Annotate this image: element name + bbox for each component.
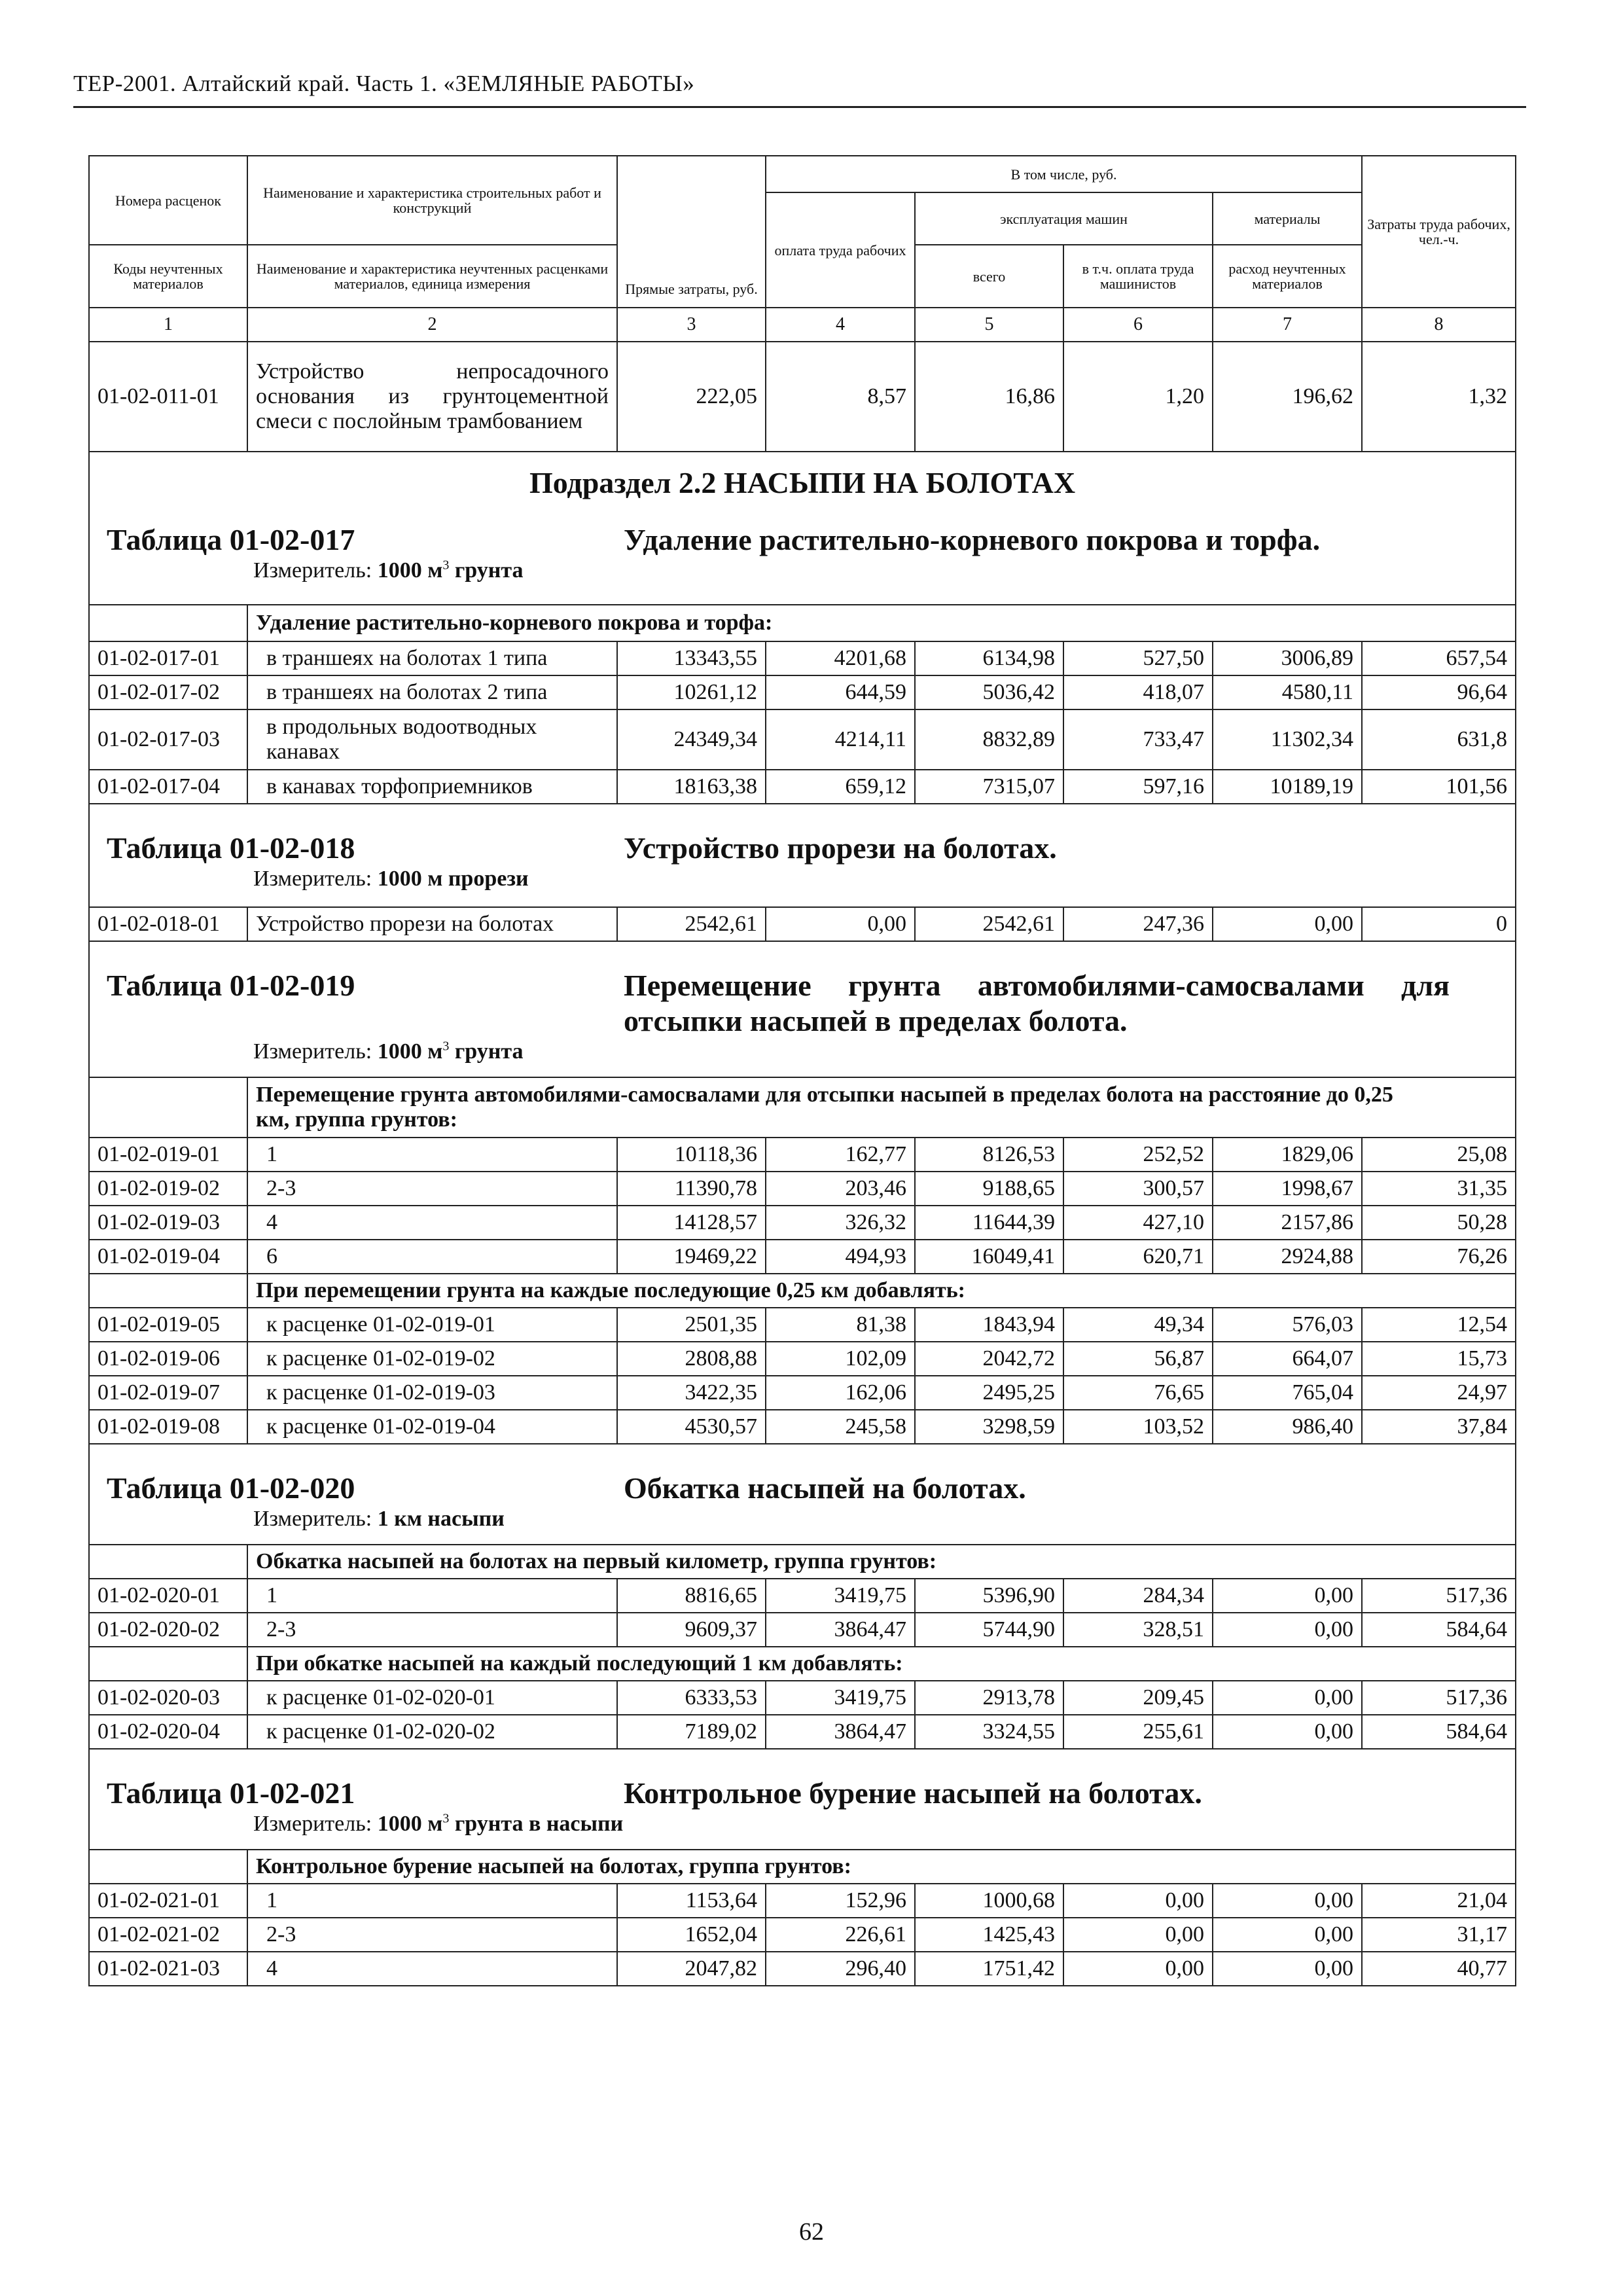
rate-value: 2542,61 (915, 907, 1063, 941)
table-row (89, 1579, 1516, 1613)
rate-value: 245,58 (766, 1410, 915, 1444)
subheader-row (89, 1850, 1516, 1884)
rate-name: 2-3 (247, 1613, 617, 1647)
rate-value: 300,57 (1063, 1172, 1213, 1206)
col-header-code2: Коды неучтенных материалов (89, 245, 247, 308)
table-number: Таблица 01-02-018 (107, 831, 355, 865)
col-index: 8 (1362, 308, 1516, 342)
measure-label: Измеритель: (253, 1812, 372, 1836)
rate-value: 0,00 (1213, 1715, 1362, 1749)
rate-code: 01-02-020-04 (89, 1715, 247, 1749)
rate-value: 0 (1362, 907, 1516, 941)
rate-code: 01-02-019-01 (89, 1138, 247, 1172)
rate-value: 418,07 (1063, 675, 1213, 709)
subheader: При перемещении грунта на каждые последующие 0,25 км добавлять: (247, 1274, 1516, 1308)
measure-line (90, 866, 1515, 895)
rate-value: 15,73 (1362, 1342, 1516, 1376)
rate-value: 2913,78 (915, 1681, 1063, 1715)
subheader: При обкатке насыпей на каждый последующий 1 км добавлять: (247, 1647, 1516, 1681)
rate-name: 2-3 (247, 1172, 617, 1206)
rate-name: Устройство непросадочного основания из грунтоцементной смеси с послойным трамбованием (247, 342, 617, 452)
measure-superscript: 3 (442, 1039, 450, 1054)
col-header-name2: Наименование и характеристика неучтенных расценками материалов, единица измерения (247, 245, 617, 308)
rate-name: 2-3 (247, 1918, 617, 1952)
rate-code: 01-02-017-02 (89, 675, 247, 709)
rate-code: 01-02-021-02 (89, 1918, 247, 1952)
rate-value: 8832,89 (915, 709, 1063, 770)
rate-value: 0,00 (1213, 1918, 1362, 1952)
rate-value: 11644,39 (915, 1206, 1063, 1240)
table-number: Таблица 01-02-021 (107, 1776, 355, 1810)
rate-value: 3864,47 (766, 1715, 915, 1749)
rate-value: 6333,53 (617, 1681, 766, 1715)
rate-value: 37,84 (1362, 1410, 1516, 1444)
rate-value: 247,36 (1063, 907, 1213, 941)
measure-superscript: 3 (442, 558, 450, 573)
header-row-1 (89, 156, 1516, 192)
rate-value: 0,00 (1063, 1884, 1213, 1918)
measure-value: 1 км насыпи (377, 1507, 505, 1531)
table-row (89, 1172, 1516, 1206)
rate-name: к расценке 01-02-019-02 (247, 1342, 617, 1376)
table-heading-row (89, 1444, 1516, 1545)
rate-name: к расценке 01-02-019-03 (247, 1376, 617, 1410)
measure-label: Измеритель: (253, 867, 372, 891)
table-number: Таблица 01-02-017 (107, 523, 355, 556)
rate-value: 40,77 (1362, 1952, 1516, 1986)
table-row (89, 1206, 1516, 1240)
table-heading-row (89, 1749, 1516, 1850)
col-header-name: Наименование и характеристика строительных работ и конструкций (247, 156, 617, 245)
rate-value: 1153,64 (617, 1884, 766, 1918)
rate-value: 1000,68 (915, 1884, 1063, 1918)
rate-value: 4530,57 (617, 1410, 766, 1444)
rate-value: 11302,34 (1213, 709, 1362, 770)
rate-code: 01-02-018-01 (89, 907, 247, 941)
rate-value: 81,38 (766, 1308, 915, 1342)
page-header: ТЕР-2001. Алтайский край. Часть 1. «ЗЕМЛЯНЫЕ РАБОТЫ» (73, 71, 695, 96)
table-row (89, 675, 1516, 709)
rate-code: 01-02-021-01 (89, 1884, 247, 1918)
rate-value: 50,28 (1362, 1206, 1516, 1240)
rate-value: 31,35 (1362, 1172, 1516, 1206)
rate-value: 10118,36 (617, 1138, 766, 1172)
table-title: Контрольное бурение насыпей на болотах. (624, 1776, 1202, 1810)
rate-name: 4 (247, 1952, 617, 1986)
rate-value: 2495,25 (915, 1376, 1063, 1410)
col-index: 4 (766, 308, 915, 342)
rate-value: 96,64 (1362, 675, 1516, 709)
rate-value: 24,97 (1362, 1376, 1516, 1410)
table-row (89, 1613, 1516, 1647)
rate-value: 1829,06 (1213, 1138, 1362, 1172)
subheader: Перемещение грунта автомобилями-самосвалами для отсыпки насыпей в пределах болота на расстояние до 0,25 км, группа грунтов: (247, 1077, 1516, 1138)
subheader-row (89, 1545, 1516, 1579)
rate-value: 296,40 (766, 1952, 915, 1986)
rate-code: 01-02-019-02 (89, 1172, 247, 1206)
rate-value: 597,16 (1063, 770, 1213, 804)
rate-value: 0,00 (1213, 1613, 1362, 1647)
subheader: Контрольное бурение насыпей на болотах, группа грунтов: (247, 1850, 1516, 1884)
rate-value: 631,8 (1362, 709, 1516, 770)
rate-value: 222,05 (617, 342, 766, 452)
rate-value: 9188,65 (915, 1172, 1063, 1206)
rate-value: 0,00 (1213, 1681, 1362, 1715)
rate-value: 0,00 (1213, 1884, 1362, 1918)
table-title: Удаление растительно-корневого покрова и торфа. (624, 523, 1321, 556)
rate-value: 255,61 (1063, 1715, 1213, 1749)
measure-line (90, 558, 1515, 586)
rate-value: 5396,90 (915, 1579, 1063, 1613)
col-header-direct: Прямые затраты, руб. (617, 156, 766, 308)
rate-value: 0,00 (1213, 1952, 1362, 1986)
section-row (89, 452, 1516, 605)
measure-value: 1000 м (377, 1812, 443, 1836)
rate-value: 3006,89 (1213, 641, 1362, 675)
rate-value: 1998,67 (1213, 1172, 1362, 1206)
table-row (89, 1308, 1516, 1342)
measure-label: Измеритель: (253, 1039, 372, 1064)
measure-line (90, 1039, 1515, 1067)
col-header-machines: эксплуатация машин (915, 192, 1213, 245)
rate-name: в продольных водоотводных канавах (247, 709, 617, 770)
table-heading-row (89, 941, 1516, 1077)
rate-value: 14128,57 (617, 1206, 766, 1240)
rate-value: 49,34 (1063, 1308, 1213, 1342)
rate-value: 659,12 (766, 770, 915, 804)
rate-value: 620,71 (1063, 1240, 1213, 1274)
rate-value: 0,00 (1063, 1918, 1213, 1952)
col-header-including: В том числе, руб. (766, 156, 1362, 192)
rate-value: 10189,19 (1213, 770, 1362, 804)
measure-line (90, 1506, 1515, 1535)
col-header-machinist-pay: в т.ч. оплата труда машинистов (1063, 245, 1213, 308)
rate-value: 203,46 (766, 1172, 915, 1206)
rate-value: 11390,78 (617, 1172, 766, 1206)
col-index: 6 (1063, 308, 1213, 342)
rate-value: 7315,07 (915, 770, 1063, 804)
rate-name: 1 (247, 1138, 617, 1172)
rate-value: 31,17 (1362, 1918, 1516, 1952)
rate-value: 101,56 (1362, 770, 1516, 804)
rate-value: 16049,41 (915, 1240, 1063, 1274)
rate-value: 2501,35 (617, 1308, 766, 1342)
rate-value: 209,45 (1063, 1681, 1213, 1715)
table-title: Обкатка насыпей на болотах. (624, 1471, 1026, 1505)
rate-value: 3864,47 (766, 1613, 915, 1647)
col-header-total: всего (915, 245, 1063, 308)
table-number: Таблица 01-02-020 (107, 1471, 355, 1505)
table-row (89, 1884, 1516, 1918)
rate-name: к расценке 01-02-020-01 (247, 1681, 617, 1715)
rate-value: 3422,35 (617, 1376, 766, 1410)
rate-code: 01-02-019-05 (89, 1308, 247, 1342)
rate-name: в канавах торфоприемников (247, 770, 617, 804)
table-row (89, 1138, 1516, 1172)
rate-value: 226,61 (766, 1918, 915, 1952)
rate-name: 1 (247, 1884, 617, 1918)
table-row (89, 907, 1516, 941)
rate-value: 328,51 (1063, 1613, 1213, 1647)
index-row (89, 308, 1516, 342)
rate-value: 733,47 (1063, 709, 1213, 770)
rate-value: 2542,61 (617, 907, 766, 941)
col-index: 7 (1213, 308, 1362, 342)
measure-value: 1000 м прорези (377, 867, 529, 891)
rate-value: 12,54 (1362, 1308, 1516, 1342)
rate-value: 19469,22 (617, 1240, 766, 1274)
rate-value: 644,59 (766, 675, 915, 709)
table-row (89, 1952, 1516, 1986)
measure-value: 1000 м (377, 1039, 443, 1064)
rate-value: 576,03 (1213, 1308, 1362, 1342)
rate-name: к расценке 01-02-019-04 (247, 1410, 617, 1444)
rate-name: к расценке 01-02-019-01 (247, 1308, 617, 1342)
subheader-row (89, 1647, 1516, 1681)
rate-code: 01-02-019-03 (89, 1206, 247, 1240)
rate-value: 6134,98 (915, 641, 1063, 675)
table-row (89, 641, 1516, 675)
rate-value: 1,32 (1362, 342, 1516, 452)
rate-value: 56,87 (1063, 1342, 1213, 1376)
rate-code: 01-02-019-04 (89, 1240, 247, 1274)
table-row (89, 1410, 1516, 1444)
rate-value: 517,36 (1362, 1579, 1516, 1613)
rate-value: 21,04 (1362, 1884, 1516, 1918)
measure-value: 1000 м (377, 558, 443, 583)
rate-code: 01-02-017-01 (89, 641, 247, 675)
rate-value: 1843,94 (915, 1308, 1063, 1342)
rate-value: 102,09 (766, 1342, 915, 1376)
rate-name: Устройство прорези на болотах (247, 907, 617, 941)
rate-code: 01-02-020-02 (89, 1613, 247, 1647)
rates-table (88, 155, 1516, 1986)
rate-value: 162,77 (766, 1138, 915, 1172)
rate-value: 765,04 (1213, 1376, 1362, 1410)
table-row (89, 1715, 1516, 1749)
rate-value: 517,36 (1362, 1681, 1516, 1715)
rate-value: 494,93 (766, 1240, 915, 1274)
table-row (89, 1376, 1516, 1410)
rate-value: 1751,42 (915, 1952, 1063, 1986)
rate-value: 664,07 (1213, 1342, 1362, 1376)
col-index: 5 (915, 308, 1063, 342)
rate-value: 1652,04 (617, 1918, 766, 1952)
rate-value: 427,10 (1063, 1206, 1213, 1240)
subheader-row (89, 605, 1516, 641)
table-title: Перемещение грунта автомобилями-самосвалами для отсыпки насыпей в пределах болота. (624, 969, 1450, 1037)
rate-value: 196,62 (1213, 342, 1362, 452)
rate-code: 01-02-017-04 (89, 770, 247, 804)
rate-value: 0,00 (766, 907, 915, 941)
rate-value: 2157,86 (1213, 1206, 1362, 1240)
rate-value: 4214,11 (766, 709, 915, 770)
rate-value: 3419,75 (766, 1579, 915, 1613)
rate-value: 152,96 (766, 1884, 915, 1918)
col-header-labor-pay: оплата труда рабочих (766, 192, 915, 308)
table-number: Таблица 01-02-019 (107, 969, 355, 1002)
rate-value: 4580,11 (1213, 675, 1362, 709)
measure-tail: грунта в насыпи (454, 1812, 624, 1836)
rate-value: 527,50 (1063, 641, 1213, 675)
table-row (89, 1681, 1516, 1715)
rate-code: 01-02-019-06 (89, 1342, 247, 1376)
rate-value: 76,26 (1362, 1240, 1516, 1274)
table-row (89, 342, 1516, 452)
rate-value: 284,34 (1063, 1579, 1213, 1613)
table-row (89, 770, 1516, 804)
measure-label: Измеритель: (253, 1507, 372, 1531)
rate-value: 986,40 (1213, 1410, 1362, 1444)
rate-value: 0,00 (1213, 1579, 1362, 1613)
subheader: Обкатка насыпей на болотах на первый километр, группа грунтов: (247, 1545, 1516, 1579)
rate-value: 2808,88 (617, 1342, 766, 1376)
rate-value: 7189,02 (617, 1715, 766, 1749)
rate-value: 18163,38 (617, 770, 766, 804)
rate-value: 2042,72 (915, 1342, 1063, 1376)
table-heading-row (89, 804, 1516, 907)
subheader-row (89, 1077, 1516, 1138)
subheader: Удаление растительно-корневого покрова и торфа: (247, 605, 1516, 641)
table-row (89, 1918, 1516, 1952)
rate-name: 1 (247, 1579, 617, 1613)
rate-value: 2047,82 (617, 1952, 766, 1986)
table-row (89, 709, 1516, 770)
rate-code: 01-02-021-03 (89, 1952, 247, 1986)
rate-value: 13343,55 (617, 641, 766, 675)
col-index: 3 (617, 308, 766, 342)
rate-value: 8,57 (766, 342, 915, 452)
rate-value: 9609,37 (617, 1613, 766, 1647)
measure-label: Измеритель: (253, 558, 372, 583)
measure-line (90, 1811, 1515, 1840)
rate-value: 2924,88 (1213, 1240, 1362, 1274)
col-index: 2 (247, 308, 617, 342)
rate-value: 16,86 (915, 342, 1063, 452)
table-row (89, 1240, 1516, 1274)
table-title: Устройство прорези на болотах. (624, 831, 1057, 865)
measure-superscript: 3 (442, 1811, 450, 1826)
rate-value: 584,64 (1362, 1715, 1516, 1749)
rate-value: 5036,42 (915, 675, 1063, 709)
measure-tail: грунта (454, 558, 524, 583)
rate-value: 8126,53 (915, 1138, 1063, 1172)
rate-code: 01-02-019-08 (89, 1410, 247, 1444)
section-title: Подраздел 2.2 НАСЫПИ НА БОЛОТАХ (529, 466, 1076, 499)
rate-value: 8816,65 (617, 1579, 766, 1613)
rate-value: 0,00 (1063, 1952, 1213, 1986)
rate-value: 657,54 (1362, 641, 1516, 675)
rate-name: в траншеях на болотах 1 типа (247, 641, 617, 675)
rate-value: 252,52 (1063, 1138, 1213, 1172)
measure-tail: грунта (454, 1039, 524, 1064)
rate-value: 3419,75 (766, 1681, 915, 1715)
col-header-materials: материалы (1213, 192, 1362, 245)
subheader-row (89, 1274, 1516, 1308)
rate-name: 6 (247, 1240, 617, 1274)
rate-name: к расценке 01-02-020-02 (247, 1715, 617, 1749)
rate-value: 1,20 (1063, 342, 1213, 452)
col-header-code: Номера расценок (89, 156, 247, 245)
rate-value: 3324,55 (915, 1715, 1063, 1749)
page-number: 62 (799, 2218, 824, 2246)
rate-name: в траншеях на болотах 2 типа (247, 675, 617, 709)
rate-value: 5744,90 (915, 1613, 1063, 1647)
rate-code: 01-02-019-07 (89, 1376, 247, 1410)
col-index: 1 (89, 308, 247, 342)
rate-value: 326,32 (766, 1206, 915, 1240)
rate-value: 76,65 (1063, 1376, 1213, 1410)
rate-value: 10261,12 (617, 675, 766, 709)
rate-value: 25,08 (1362, 1138, 1516, 1172)
header-rule (73, 106, 1526, 108)
rate-name: 4 (247, 1206, 617, 1240)
rate-code: 01-02-020-01 (89, 1579, 247, 1613)
rate-value: 584,64 (1362, 1613, 1516, 1647)
rate-code: 01-02-011-01 (89, 342, 247, 452)
col-header-mat-consumption: расход неучтенных материалов (1213, 245, 1362, 308)
rate-value: 24349,34 (617, 709, 766, 770)
rate-value: 4201,68 (766, 641, 915, 675)
rate-value: 162,06 (766, 1376, 915, 1410)
rate-value: 0,00 (1213, 907, 1362, 941)
col-header-labor-cost: Затраты труда рабочих, чел.-ч. (1362, 156, 1516, 308)
rate-code: 01-02-017-03 (89, 709, 247, 770)
rate-code: 01-02-020-03 (89, 1681, 247, 1715)
rate-value: 1425,43 (915, 1918, 1063, 1952)
rate-value: 103,52 (1063, 1410, 1213, 1444)
table-row (89, 1342, 1516, 1376)
rate-value: 3298,59 (915, 1410, 1063, 1444)
